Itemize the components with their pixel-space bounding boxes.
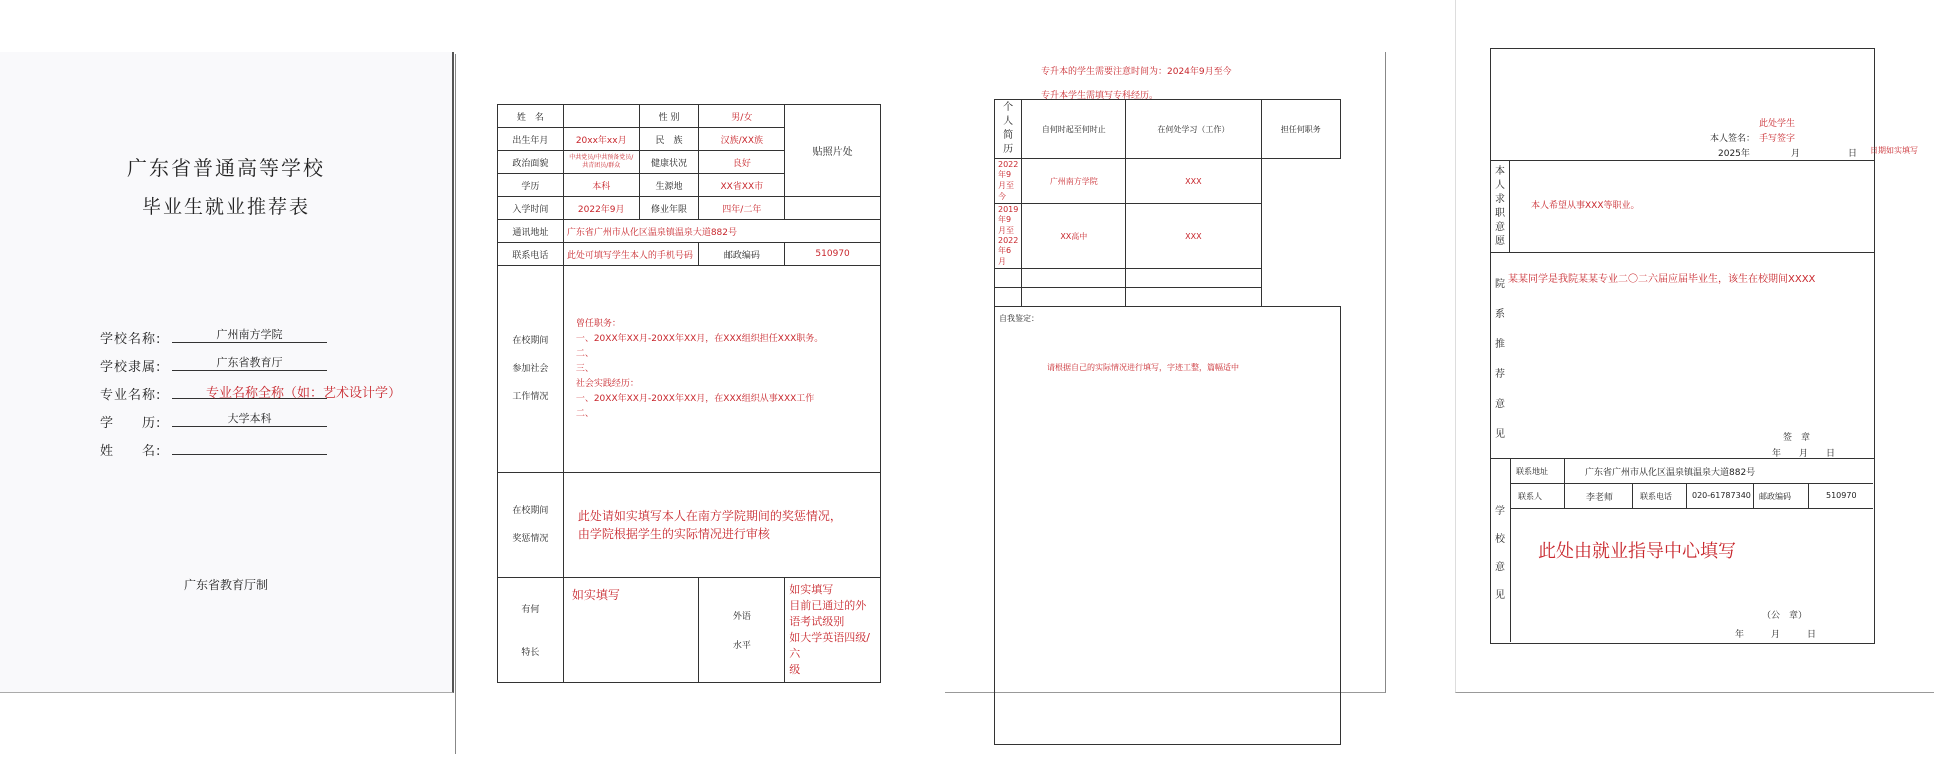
years-value[interactable]: 四年/二年 — [699, 197, 785, 220]
self-assessment-value: 请根据自己的实际情况进行填写，字迹工整，篇幅适中 — [1047, 363, 1239, 372]
wish-value[interactable]: 本人希望从事XXX等职业。 — [1531, 201, 1640, 211]
school-addr-label: 联系地址 — [1516, 467, 1548, 476]
resume-cell-role[interactable] — [1126, 288, 1261, 307]
resume-cell-place[interactable]: 广州南方学院 — [1022, 159, 1126, 204]
enroll-value[interactable]: 2022年9月 — [563, 197, 639, 220]
resume-cell-place[interactable]: XX高中 — [1022, 204, 1126, 269]
school-opinion-value[interactable]: 此处由就业指导中心填写 — [1538, 541, 1736, 562]
address-label: 通讯地址 — [498, 220, 564, 243]
awards-line: 此处请如实填写本人在南方学院期间的奖惩情况， — [577, 509, 842, 523]
cover-field-value: 大学本科 — [227, 412, 272, 425]
cover-field-value: 专业名称全称（如：艺术设计学） — [206, 386, 402, 401]
edu-label: 学历 — [498, 174, 564, 197]
health-label: 健康状况 — [639, 151, 699, 174]
cover-footer: 广东省教育厅制 — [183, 578, 268, 592]
cover-title-line1: 广东省普通高等学校 — [127, 156, 325, 180]
lang-line: 级 — [789, 663, 801, 676]
school-zip-value: 510970 — [1826, 491, 1857, 500]
cover-field-input[interactable] — [172, 354, 327, 371]
lang-line: 语考试级别 — [789, 615, 845, 628]
lang-value[interactable] — [785, 578, 881, 683]
cover-field-input[interactable] — [172, 410, 327, 427]
resume-table — [994, 99, 1341, 745]
skills-label: 有何 特长 — [498, 578, 564, 683]
social-line: 社会实践经历： — [575, 378, 639, 389]
gender-value[interactable]: 男/女 — [699, 105, 785, 128]
resume-cell-role[interactable] — [1126, 269, 1261, 288]
awards-label: 在校期间奖惩情况 — [498, 473, 564, 578]
resume-row[interactable] — [995, 269, 1341, 288]
birth-label: 出生年月 — [498, 128, 564, 151]
info-page — [455, 54, 946, 754]
social-label: 在校期间参加社会工作情况 — [498, 266, 564, 473]
school-stamp-date: 年 月 日 — [1735, 630, 1817, 640]
contact-label: 联系人 — [1518, 492, 1542, 501]
health-value[interactable]: 良好 — [699, 151, 785, 174]
social-line: 二、 — [575, 348, 594, 359]
origin-value[interactable]: XX省XX市 — [699, 174, 785, 197]
zip-label: 邮政编码 — [699, 243, 785, 266]
sign-month: 月 — [1791, 149, 1801, 159]
resume-col-place: 在何处学习（工作） — [1126, 100, 1261, 159]
tel-value: 020-61787340 — [1692, 491, 1751, 500]
lang-line: 目前已通过的外 — [789, 599, 867, 612]
social-line: 二、 — [575, 408, 594, 419]
self-assessment[interactable]: 自我鉴定： 请根据自己的实际情况进行填写，字迹工整，篇幅适中 — [995, 307, 1341, 745]
edu-value[interactable]: 本科 — [563, 174, 639, 197]
sign-label: 本人签名： — [1710, 134, 1756, 144]
social-line: 三、 — [575, 363, 594, 374]
address-value[interactable]: 广东省广州市从化区温泉镇温泉大道882号 — [563, 220, 880, 243]
enroll-label: 入学时间 — [498, 197, 564, 220]
cover-page — [0, 52, 454, 693]
resume-cell-place[interactable] — [1022, 288, 1126, 307]
phone-label: 联系电话 — [498, 243, 564, 266]
cover-title-line2: 毕业生就业推荐表 — [141, 196, 310, 218]
resume-cell-role[interactable]: XXX — [1126, 159, 1261, 204]
political-label: 政治面貌 — [498, 151, 564, 174]
dept-seal-date: 年 月 日 — [1772, 449, 1836, 459]
name-label: 姓 名 — [498, 105, 564, 128]
resume-label: 个人简历 — [995, 100, 1022, 159]
origin-label: 生源地 — [639, 174, 699, 197]
social-line: 曾任职务： — [575, 318, 621, 329]
resume-cell-period[interactable]: 2022年9月至今 — [995, 159, 1022, 204]
lang-line: 如实填写 — [789, 583, 834, 596]
dept-seal-label: 签 章 — [1783, 433, 1811, 443]
school-addr-value: 广东省广州市从化区温泉镇温泉大道882号 — [1585, 468, 1756, 478]
contact-value: 李老师 — [1586, 493, 1614, 503]
dept-value[interactable]: 某某同学是我院某某专业二〇二六届应届毕业生，该生在校期间XXXX — [1508, 274, 1816, 285]
resume-col-period: 自何时起至何时止 — [1022, 100, 1126, 159]
sign-day: 日 — [1848, 149, 1858, 159]
gender-label: 性 别 — [639, 105, 699, 128]
resume-cell-period[interactable] — [995, 269, 1022, 288]
ethnic-value[interactable]: 汉族/XX族 — [699, 128, 785, 151]
school-stamp-label: （公 章） — [1762, 611, 1808, 621]
zip-value[interactable]: 510970 — [785, 243, 881, 266]
cover-field-label: 学校隶属: — [100, 360, 162, 375]
recommendation-page — [1455, 0, 1934, 693]
cover-field-label: 学校名称: — [100, 332, 162, 347]
skills-value[interactable]: 如实填写 — [563, 578, 699, 683]
wish-label: 本人求职意愿 — [1495, 166, 1505, 247]
awards-value[interactable] — [563, 473, 880, 578]
cover-field-label: 姓 名: — [100, 444, 162, 459]
school-label: 学校意见 — [1495, 506, 1505, 601]
resume-row[interactable] — [995, 204, 1341, 269]
dept-label: 院系推荐意见 — [1495, 279, 1505, 440]
awards-line: 由学院根据学生的实际情况进行审核 — [577, 527, 770, 541]
photo-slot[interactable]: 贴照片处 — [785, 105, 881, 197]
cover-field-input[interactable] — [172, 326, 327, 343]
date-note: 日期如实填写 — [1870, 146, 1918, 155]
political-value[interactable]: 中共党员/中共预备党员/共青团员/群众 — [563, 151, 639, 174]
resume-page — [945, 52, 1386, 693]
sign-value[interactable]: 手写签字 — [1759, 134, 1796, 144]
birth-value[interactable]: 20xx年xx月 — [563, 128, 639, 151]
phone-value[interactable]: 此处可填写学生本人的手机号码 — [563, 243, 699, 266]
cover-field-value: 广州南方学院 — [216, 328, 283, 341]
resume-row[interactable] — [995, 159, 1341, 204]
cover-field-label: 学 历: — [100, 416, 162, 431]
sign-note: 此处学生 — [1759, 119, 1796, 129]
name-value[interactable] — [563, 105, 639, 128]
cover-field-input[interactable] — [172, 382, 402, 401]
sign-year: 2025年 — [1718, 149, 1750, 159]
lang-line: 如大学英语四级/ 六 — [789, 631, 870, 660]
lang-label: 外语 水平 — [699, 578, 785, 683]
school-zip-label: 邮政编码 — [1759, 492, 1791, 501]
info-table — [497, 104, 881, 683]
cover-field-value: 广东省教育厅 — [216, 356, 283, 369]
years-label: 修业年限 — [639, 197, 699, 220]
cover-field-input[interactable] — [172, 438, 327, 455]
resume-col-role: 担任何职务 — [1261, 100, 1340, 159]
resume-cell-period[interactable]: 2019年9月至2022年6月 — [995, 204, 1022, 269]
resume-cell-period[interactable] — [995, 288, 1022, 307]
resume-row[interactable] — [995, 288, 1341, 307]
ethnic-label: 民 族 — [639, 128, 699, 151]
social-value[interactable] — [563, 266, 880, 473]
social-line: 一、20XX年XX月-20XX年XX月，在XXX组织担任XXX职务。 — [575, 333, 824, 344]
resume-cell-place[interactable] — [1022, 269, 1126, 288]
tel-label: 联系电话 — [1640, 492, 1672, 501]
social-line: 一、20XX年XX月-20XX年XX月，在XXX组织从事XXX工作 — [575, 393, 815, 404]
cover-field-label: 专业名称: — [100, 388, 162, 403]
resume-cell-role[interactable]: XXX — [1126, 204, 1261, 269]
resume-note-line2: 专升本学生需填写专科经历。 — [1041, 91, 1159, 101]
resume-note-line1: 专升本的学生需要注意时间为：2024年9月至今 — [1041, 67, 1232, 77]
